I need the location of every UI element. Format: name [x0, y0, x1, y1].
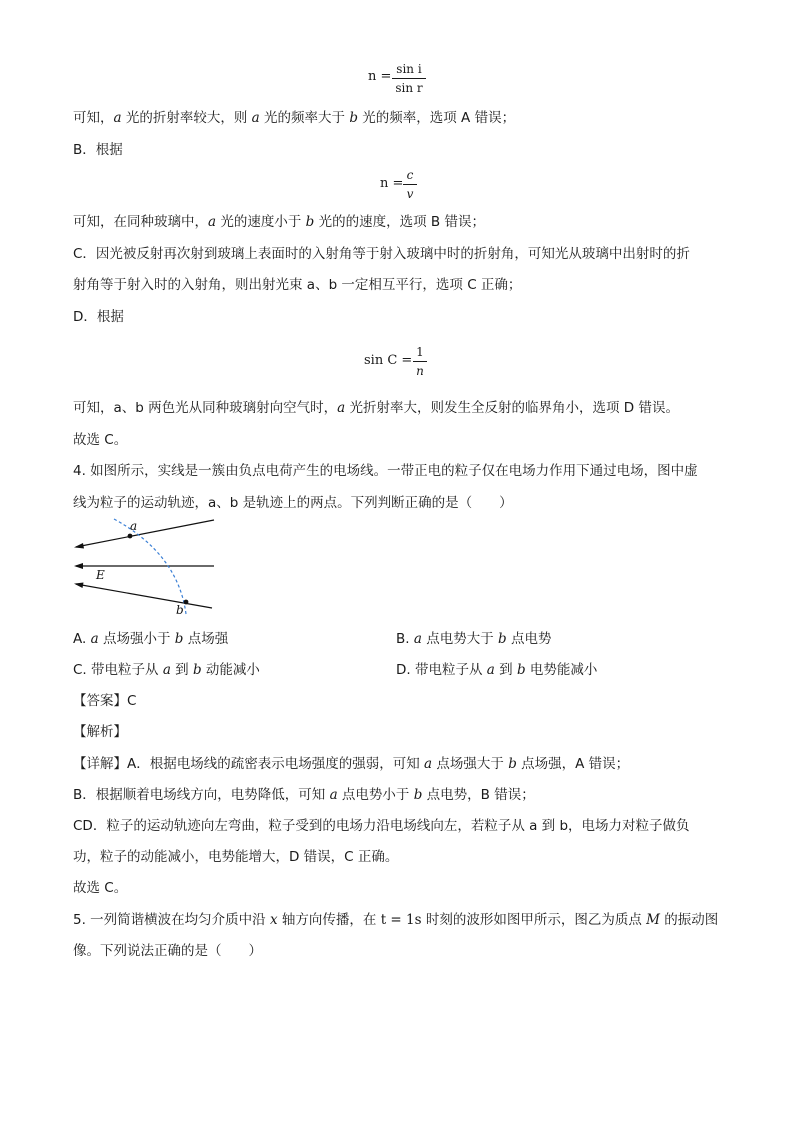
detail-line-b: B．根据顺着电场线方向，电势降低，可知 a 点电势小于 b 点电势，B 错误； — [73, 787, 535, 803]
equation-speed-lhs: n = — [380, 176, 404, 191]
paragraph-b-heading: B．根据 — [73, 142, 123, 158]
paragraph-c-line1: C．因光被反射再次射到玻璃上表面时的入射角等于射入玻璃中时的折射角，可知光从玻璃中出射时的折 — [73, 246, 690, 262]
question-5-stem-line1: 5. 一列简谐横波在均匀介质中沿 x 轴方向传播，在 t = 1s 时刻的波形如图甲所示，图乙为质点 M 的振动图 — [73, 912, 719, 928]
paragraph-d-heading: D．根据 — [73, 309, 124, 325]
label-E: E — [96, 568, 105, 582]
fraction-denominator: v — [406, 187, 414, 201]
question-5-stem-line2: 像。下列说法正确的是（ ） — [73, 943, 262, 959]
analysis-label: 【解析】 — [73, 724, 127, 740]
conclusion-q3: 故选 C。 — [73, 432, 128, 448]
question-4-stem-line1: 4. 如图所示，实线是一簇由负点电荷产生的电场线。一带正电的粒子仅在电场力作用下通过电场，图中虚 — [73, 463, 698, 479]
label-a: a — [130, 519, 138, 533]
paragraph-d-critical: 可知，a、b 两色光从同种玻璃射向空气时，a 光折射率大，则发生全反射的临界角小，选项 D 错误。 — [73, 400, 679, 416]
field-line-bottom — [76, 584, 212, 608]
equation-refraction-fraction — [392, 61, 426, 96]
option-c[interactable]: C. 带电粒子从 a 到 b 动能减小 — [73, 662, 260, 678]
field-lines-figure — [68, 514, 228, 620]
field-line-top — [76, 520, 214, 547]
paragraph-c-line2: 射角等于射入时的入射角，则出射光束 a、b 一定相互平行，选项 C 正确； — [73, 277, 522, 293]
equation-speed-fraction — [403, 167, 417, 202]
fraction-denominator: n — [416, 364, 424, 378]
equation-refraction-lhs: n = — [368, 69, 392, 84]
paragraph-b-speed: 可知，在同种玻璃中，a 光的速度小于 b 光的的速度，选项 B 错误； — [73, 214, 485, 230]
point-b — [184, 600, 189, 605]
conclusion-q4: 故选 C。 — [73, 880, 128, 896]
option-a[interactable]: A. a 点场强小于 b 点场强 — [73, 631, 229, 647]
fraction-numerator: sin i — [396, 62, 422, 76]
fraction-denominator: sin r — [395, 81, 423, 95]
label-b: b — [176, 603, 184, 617]
point-a — [128, 534, 133, 539]
equation-critical-fraction — [413, 344, 427, 379]
option-d[interactable]: D. 带电粒子从 a 到 b 电势能减小 — [396, 662, 598, 678]
arrow-head-bottom — [74, 583, 84, 589]
detail-line-cd-1: CD．粒子的运动轨迹向左弯曲，粒子受到的电场力沿电场线向左，若粒子从 a 到 b，电场力对粒子做负 — [73, 818, 690, 834]
option-b[interactable]: B. a 点电势大于 b 点电势 — [396, 631, 552, 647]
paragraph-a-freq: 可知，a 光的折射率较大，则 a 光的频率大于 b 光的频率，选项 A 错误； — [73, 110, 516, 126]
question-4-stem-line2: 线为粒子的运动轨迹，a、b 是轨迹上的两点。下列判断正确的是（ ） — [73, 495, 513, 511]
detail-line-a: 【详解】A．根据电场线的疏密表示电场强度的强弱，可知 a 点场强大于 b 点场强，A 错误； — [73, 756, 630, 772]
equation-critical-lhs: sin C = — [364, 353, 413, 368]
arrow-head-top — [74, 543, 84, 549]
answer-label: 【答案】C — [73, 693, 137, 709]
fraction-numerator: c — [406, 168, 414, 182]
arrow-head-middle — [74, 563, 83, 569]
fraction-numerator: 1 — [416, 345, 424, 359]
detail-line-cd-2: 功，粒子的动能减小，电势能增大，D 错误，C 正确。 — [73, 849, 399, 865]
